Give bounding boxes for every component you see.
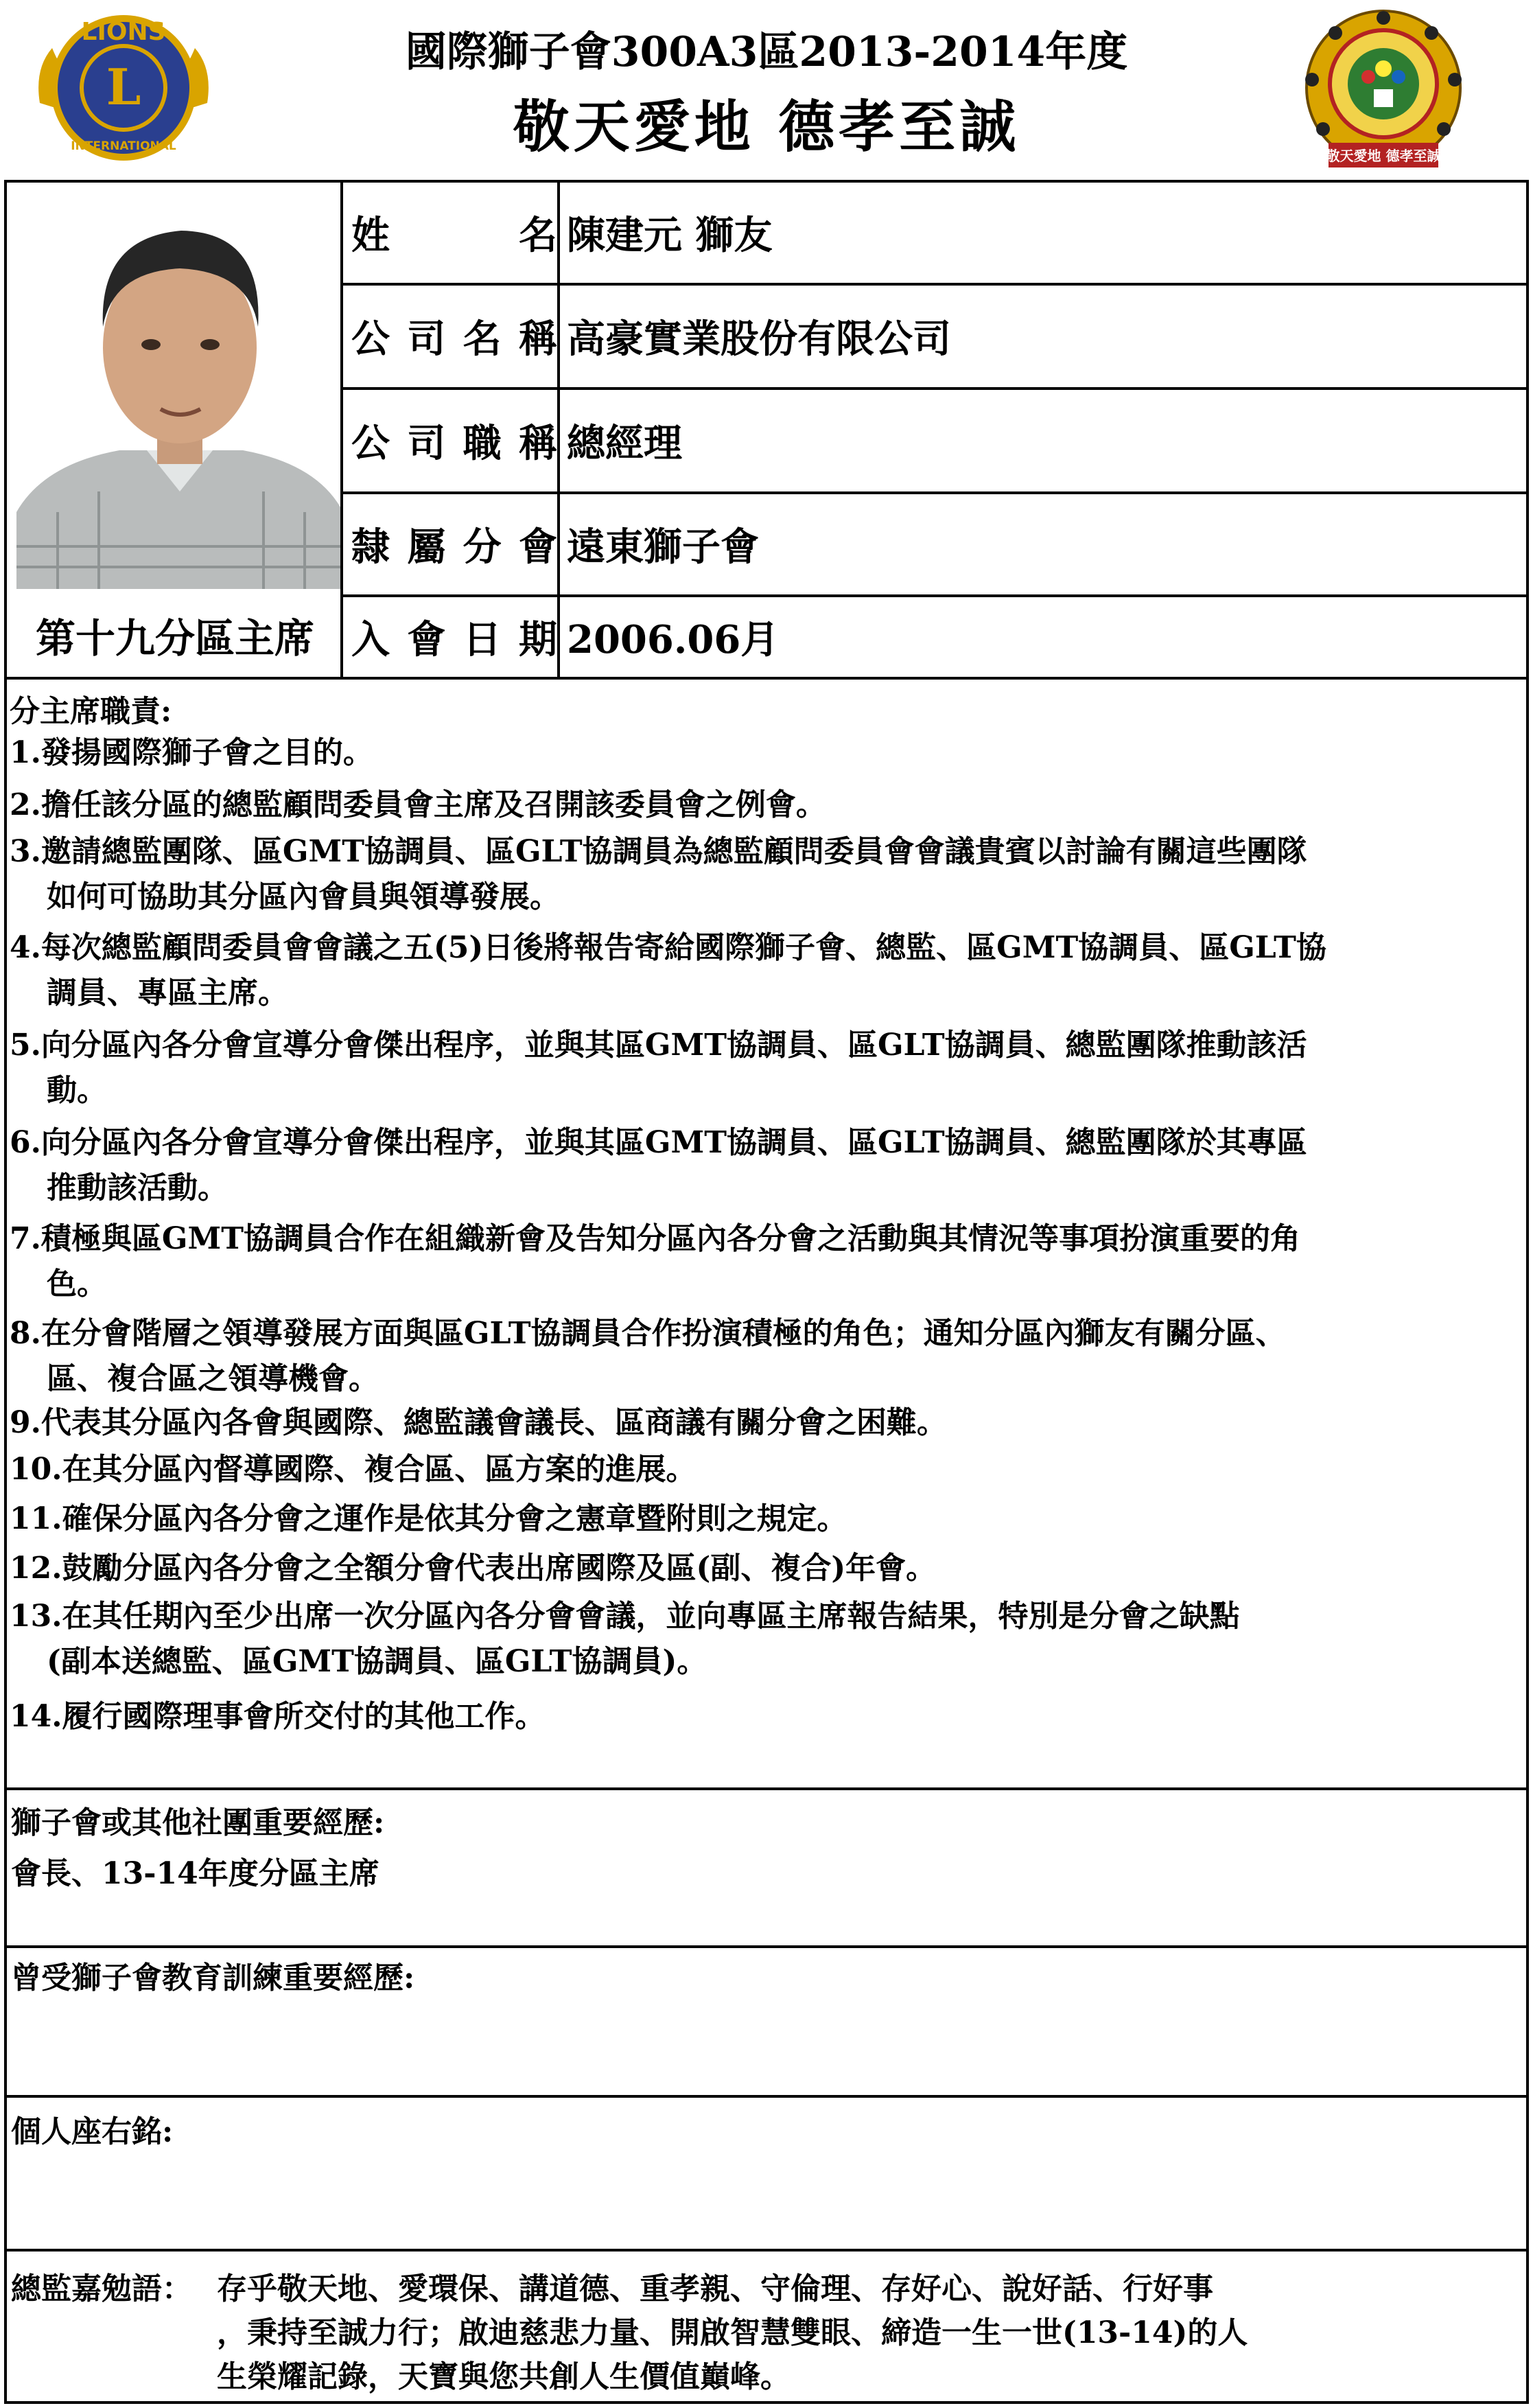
duty-item: 13.在其任期內至少出席一次分區內各分會會議，並向專區主席報告結果，特別是分會之缺點 (副本送總監、區GMT協調員、區GLT協調員)。: [10, 1599, 1240, 1679]
duty-item: 10.在其分區內督導國際、複合區、區方案的進展。: [10, 1452, 697, 1487]
member-photo: [16, 189, 343, 589]
position-caption: 第十九分區主席: [35, 615, 314, 662]
divider-profile: [4, 677, 1529, 680]
photo-cell: [7, 183, 343, 677]
svg-text:敬天愛地 德孝至誠: 敬天愛地 德孝至誠: [1326, 148, 1441, 164]
header-title-line1: 國際獅子會300A3區2013-2014年度: [405, 28, 1128, 76]
duty-item: 8.在分會階層之領導發展方面與區GLT協調員合作扮演積極的角色；通知分區內獅友有關分區、 區、複合區之領導機會。: [10, 1316, 1286, 1396]
svg-text:LIONS: LIONS: [81, 18, 166, 46]
row-name: [343, 183, 1529, 286]
row-value: 高豪實業股份有限公司: [567, 316, 951, 362]
experience-content: 會長、13-14年度分區主席: [11, 1856, 379, 1891]
duty-item: 3.邀請總監團隊、區GMT協調員、區GLT協調員為總監顧問委員會會議貴賓以討論有關這些團隊 如何可協助其分區內會員與領導發展。: [10, 834, 1307, 914]
motto-heading: 個人座右銘:: [11, 2114, 174, 2149]
duty-item: 6.向分區內各分會宣導分會傑出程序，並與其區GMT協調員、區GLT協調員、總監團隊於其專區 推動該活動。: [10, 1125, 1307, 1205]
row-label: 隸屬分會: [351, 524, 557, 570]
district-emblem-logo: [1302, 8, 1464, 173]
svg-text:INTERNATIONAL: INTERNATIONAL: [71, 139, 176, 153]
row-value: 總經理: [567, 421, 682, 466]
divider-training: [4, 2095, 1529, 2098]
governor-line: ，秉持至誠力行；啟迪慈悲力量、開啟智慧雙眼、締造一生一世(13-14)的人: [217, 2315, 1248, 2350]
row-value: 陳建元 獅友: [567, 213, 773, 258]
training-heading: 曾受獅子會教育訓練重要經歷:: [11, 1960, 415, 1995]
divider-experience: [4, 1945, 1529, 1948]
row-join-date: [343, 597, 1529, 680]
row-label: 公司名稱: [351, 316, 557, 362]
header-title-line2: 敬天愛地 德孝至誠: [513, 94, 1020, 160]
divider-motto: [4, 2249, 1529, 2251]
row-label: 公司職稱: [351, 421, 557, 466]
duty-item: 5.向分區內各分會宣導分會傑出程序，並與其區GMT協調員、區GLT協調員、總監團隊推動該活 動。: [10, 1028, 1307, 1108]
page-header: [0, 0, 1533, 177]
row-value: 遠東獅子會: [567, 524, 759, 570]
row-job-title: [343, 390, 1529, 494]
governor-label: 總監嘉勉語：: [11, 2271, 192, 2306]
row-club: [343, 494, 1529, 597]
duty-item: 4.每次總監顧問委員會會議之五(5)日後將報告寄給國際獅子會、總監、區GMT協調員、區GLT協 調員、專區主席。: [10, 930, 1326, 1010]
duty-item: 2.擔任該分區的總監顧問委員會主席及召開該委員會之例會。: [10, 787, 826, 822]
duty-item: 12.鼓勵分區內各分會之全額分會代表出席國際及區(副、複合)年會。: [10, 1551, 937, 1586]
row-value: 2006.06月: [567, 617, 780, 662]
row-company: [343, 286, 1529, 390]
governor-line: 生榮耀記錄，天寶與您共創人生價值巔峰。: [217, 2359, 791, 2394]
svg-text:L: L: [106, 58, 141, 116]
divider-duties: [4, 1787, 1529, 1790]
row-label: 姓名: [351, 213, 557, 258]
duty-item: 9.代表其分區內各會與國際、總監議會議長、區商議有關分會之困難。: [10, 1405, 947, 1440]
duty-item: 14.履行國際理事會所交付的其他工作。: [10, 1699, 546, 1734]
duty-item: 1.發揚國際獅子會之目的。: [10, 735, 373, 770]
experience-heading: 獅子會或其他社團重要經歷:: [11, 1805, 385, 1840]
governor-line: 存乎敬天地、愛環保、講道德、重孝親、守倫理、存好心、說好話、行好事: [217, 2271, 1213, 2306]
duty-item: 7.積極與區GMT協調員合作在組織新會及告知分區內各分會之活動與其情況等事項扮演重要的角 色。: [10, 1221, 1300, 1301]
duty-item: 11.確保分區內各分會之運作是依其分會之憲章暨附則之規定。: [10, 1501, 847, 1536]
duties-heading: 分主席職責:: [10, 694, 172, 729]
row-label: 入會日期: [351, 617, 557, 662]
